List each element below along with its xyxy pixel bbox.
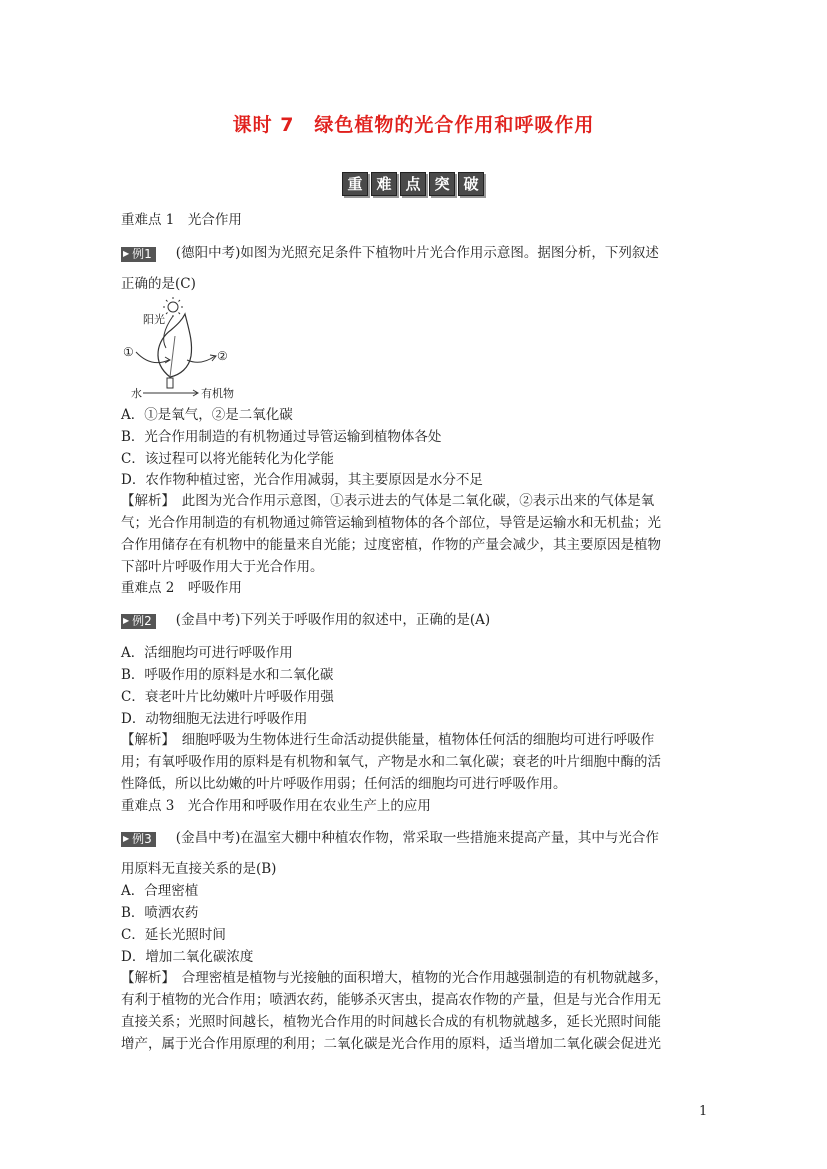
play-triangle-icon: ▶ — [123, 616, 130, 625]
example-question-cont: 正确的是(C) — [121, 276, 196, 292]
gas-label-1: ① — [123, 345, 134, 359]
section-heading: 重难点 2 呼吸作用 — [121, 580, 242, 596]
leaf-photosynthesis-diagram — [121, 296, 261, 400]
banner-char: 突 — [429, 172, 455, 196]
arrowhead — [210, 355, 216, 361]
play-triangle-icon: ▶ — [123, 834, 130, 843]
option: B．呼吸作用的原料是水和二氧化碳 — [121, 667, 334, 683]
play-triangle-icon: ▶ — [123, 249, 130, 258]
page-title: 课时 7 绿色植物的光合作用和呼吸作用 — [232, 114, 595, 136]
example-question: ▶ 例1 (德阳中考)如图为光照充足条件下植物叶片光合作用示意图。据图分析，下列叙述 — [123, 245, 659, 261]
option: C．延长光照时间 — [121, 927, 226, 943]
option: A．合理密植 — [121, 883, 199, 899]
option: D．增加二氧化碳浓度 — [121, 949, 254, 965]
gas-label-2: ② — [217, 349, 228, 363]
example-question-cont: 用原料无直接关系的是(B) — [121, 861, 277, 877]
analysis-line: 性降低，所以比幼嫩的叶片呼吸作用弱；任何活的细胞均可进行呼吸作用。 — [121, 776, 567, 792]
section-heading: 重难点 3 光合作用和呼吸作用在农业生产上的应用 — [121, 798, 431, 814]
example-question: ▶ 例2 (金昌中考)下列关于呼吸作用的叙述中，正确的是(A) — [123, 612, 491, 628]
option: B．喷洒农药 — [121, 905, 199, 921]
analysis-line: 气；光合作用制造的有机物通过筛管运输到植物体的各个部位，导管是运输水和无机盐；光 — [121, 515, 661, 531]
example-question: ▶ 例3 (金昌中考)在温室大棚中种植农作物，常采取一些措施来提高产量，其中与光合作 — [123, 830, 659, 846]
option: C．该过程可以将光能转化为化学能 — [121, 451, 334, 467]
option: D．动物细胞无法进行呼吸作用 — [121, 711, 308, 727]
analysis-line: 直接关系；光照时间越长，植物光合作用的时间越长合成的有机物就越多，延长光照时间能 — [121, 1014, 661, 1030]
water-label: 水 — [131, 387, 142, 400]
banner-char: 破 — [458, 172, 484, 196]
option: B．光合作用制造的有机物通过导管运输到植物体各处 — [121, 429, 442, 445]
example-tag: ▶ 例1 — [121, 247, 156, 262]
section-heading: 重难点 1 光合作用 — [121, 212, 242, 228]
arrowhead — [165, 357, 170, 363]
example-tag: ▶ 例2 — [121, 614, 156, 629]
gas-in-arrow — [136, 352, 169, 363]
analysis-line: 【解析】 合理密植是植物与光接触的面积增大，植物的光合作用越强制造的有机物就越多， — [121, 970, 668, 986]
option: D．农作物种植过密，光合作用减弱，其主要原因是水分不足 — [121, 472, 483, 488]
leaf-stalk — [167, 378, 173, 388]
analysis-line: 增产，属于光合作用原理的利用；二氧化碳是光合作用的原料，适当增加二氧化碳会促进光 — [121, 1036, 661, 1052]
analysis-line: 下部叶片呼吸作用大于光合作用。 — [121, 559, 324, 575]
analysis-line: 合作用储存在有机物中的能量来自光能；过度密植，作物的产量会减少，其主要原因是植物 — [121, 537, 661, 553]
example-tag: ▶ 例3 — [121, 832, 156, 847]
option: A．①是氧气，②是二氧化碳 — [121, 407, 293, 423]
option: A．活细胞均可进行呼吸作用 — [121, 645, 293, 661]
analysis-line: 【解析】 此图为光合作用示意图，①表示进去的气体是二氧化碳，②表示出来的气体是氧 — [121, 493, 655, 509]
leaf-vein — [170, 336, 175, 377]
analysis-line: 【解析】 细胞呼吸为生物体进行生命活动提供能量，植物体任何活的细胞均可进行呼吸作 — [121, 732, 655, 748]
section-banner — [342, 172, 484, 196]
sun-label: 阳光 — [143, 313, 165, 326]
page-number: 1 — [699, 1104, 708, 1119]
analysis-line: 有利于植物的光合作用；喷洒农药，能够杀灭害虫，提高农作物的产量，但是与光合作用无 — [121, 992, 661, 1008]
organic-label: 有机物 — [201, 387, 234, 400]
banner-char: 点 — [400, 172, 426, 196]
option: C．衰老叶片比幼嫩叶片呼吸作用强 — [121, 689, 334, 705]
banner-char: 重 — [342, 172, 368, 196]
analysis-line: 用；有氧呼吸作用的原料是有机物和氧气，产物是水和二氧化碳；衰老的叶片细胞中酶的活 — [121, 754, 661, 770]
sun-icon — [163, 297, 183, 317]
banner-char: 难 — [371, 172, 397, 196]
